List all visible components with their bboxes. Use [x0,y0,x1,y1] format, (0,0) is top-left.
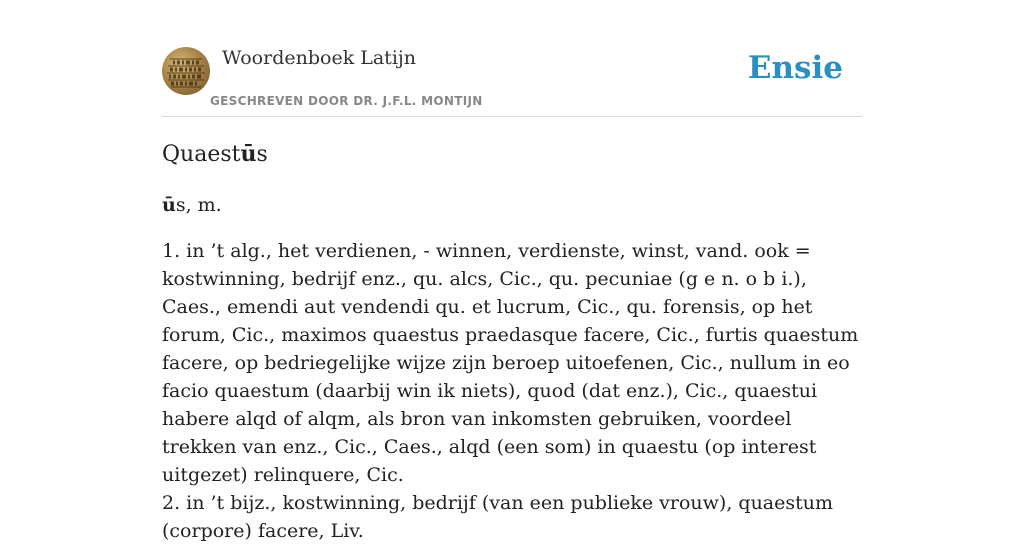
header [162,40,862,117]
sense-1: 1. in ’t alg., het verdienen, - winnen, verdienste, winst, vand. ook = kostwinning, bedrijf enz., qu. alcs, Cic., qu. pecuniae (g e n. o b i.), Caes., emendi aut vendendi qu. et lucrum, Cic., qu. forensis, op het forum, Cic., maximos quaestus praedasque facere, Cic., furtis quaestum facere, op bedriegelijke wijze zijn beroep uitoefenen, Cic., nullum in eo facio quaestum (daarbij win ik niets), quod (dat enz.), Cic., quaestui habere alqd of alqm, als bron van inkomsten gebruiken, voordeel trekken van enz., Cic., Caes., alqd (een som) in quaestu (op interest uitgezet) relinquere, Cic. [162,240,859,486]
grammar-bold: ū [162,194,176,216]
entry-title-suffix: s [256,142,268,167]
book-title[interactable]: Woordenboek Latijn [222,47,417,69]
entry-content [162,138,862,545]
sense-2: 2. in ’t bijz., kostwinning, bedrijf (van een publieke vrouw), quaestum (corpore) facere, Liv. [162,492,834,542]
entry-title [162,138,862,171]
author-byline: GESCHREVEN DOOR DR. J.F.L. MONTIJN [210,94,483,108]
definition [162,237,862,545]
coin-inscription-icon[interactable] [162,47,210,95]
entry-title-prefix: Quaest [162,142,241,167]
grammar-rest: s, m. [175,194,222,216]
entry-title-bold: ū [240,141,257,167]
ensie-logo-link[interactable]: Ensie [747,50,843,86]
grammar-info [162,191,862,219]
